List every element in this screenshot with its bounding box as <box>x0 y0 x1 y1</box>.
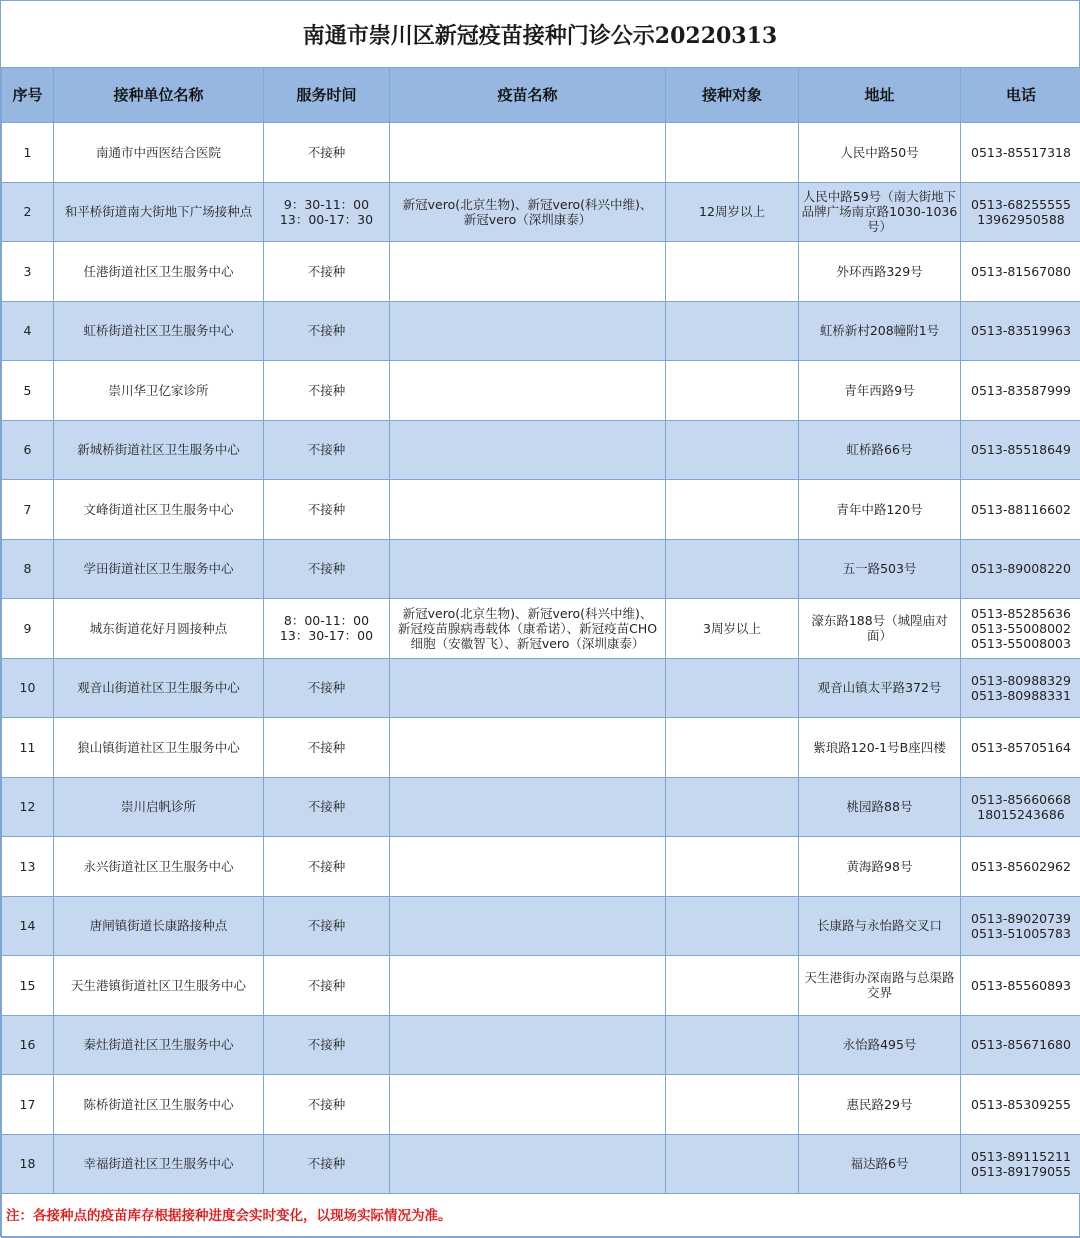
cell-phone <box>961 837 1080 897</box>
cell-address <box>799 599 961 659</box>
cell-address-line: 永怡路495号 <box>801 1037 958 1052</box>
cell-vaccine <box>390 718 666 778</box>
cell-time-line: 不接种 <box>266 1097 387 1112</box>
cell-phone <box>961 956 1080 1016</box>
cell-phone-line: 0513-85517318 <box>963 145 1079 160</box>
cell-phone <box>961 1134 1080 1194</box>
cell-vaccine <box>390 896 666 956</box>
cell-target <box>666 301 799 361</box>
cell-phone-line: 0513-81567080 <box>963 264 1079 279</box>
cell-address <box>799 777 961 837</box>
cell-vaccine <box>390 837 666 897</box>
cell-phone-line: 0513-85518649 <box>963 442 1079 457</box>
header-phone: 电话 <box>961 68 1080 123</box>
cell-address <box>799 242 961 302</box>
cell-target <box>666 242 799 302</box>
cell-phone-line: 0513-51005783 <box>963 926 1079 941</box>
cell-phone-line: 0513-80988329 <box>963 673 1079 688</box>
cell-vaccine <box>390 539 666 599</box>
cell-time-line: 不接种 <box>266 502 387 517</box>
cell-phone-line: 0513-88116602 <box>963 502 1079 517</box>
cell-time <box>264 182 390 242</box>
cell-time-line: 不接种 <box>266 561 387 576</box>
cell-no: 16 <box>2 1015 54 1075</box>
table-row <box>2 1134 1080 1194</box>
header-unit: 接种单位名称 <box>54 68 264 123</box>
cell-time-line: 13：30-17：00 <box>266 628 387 643</box>
cell-phone <box>961 301 1080 361</box>
table-row <box>2 658 1080 718</box>
cell-phone <box>961 1015 1080 1075</box>
table-row <box>2 301 1080 361</box>
cell-address-line: 福达路6号 <box>801 1156 958 1171</box>
cell-time-line: 不接种 <box>266 323 387 338</box>
table-row <box>2 599 1080 659</box>
cell-time-line: 不接种 <box>266 680 387 695</box>
cell-phone-line: 0513-89115211 <box>963 1149 1079 1164</box>
cell-time-line: 不接种 <box>266 799 387 814</box>
cell-time-line: 不接种 <box>266 859 387 874</box>
cell-vaccine <box>390 420 666 480</box>
cell-target <box>666 361 799 421</box>
cell-phone-line: 0513-83519963 <box>963 323 1079 338</box>
cell-phone <box>961 777 1080 837</box>
cell-address-line: 人民中路59号（南大街地下 <box>801 189 958 204</box>
cell-vaccine <box>390 301 666 361</box>
cell-unit: 秦灶街道社区卫生服务中心 <box>54 1015 264 1075</box>
cell-time-line: 8：00-11：00 <box>266 613 387 628</box>
cell-address-line: 外环西路329号 <box>801 264 958 279</box>
cell-no: 17 <box>2 1075 54 1135</box>
cell-unit: 文峰街道社区卫生服务中心 <box>54 480 264 540</box>
cell-time <box>264 480 390 540</box>
cell-address-line: 面） <box>801 628 958 643</box>
cell-target <box>666 480 799 540</box>
cell-vaccine <box>390 777 666 837</box>
cell-time <box>264 718 390 778</box>
footnote: 注：各接种点的疫苗库存根据接种进度会实时变化，以现场实际情况为准。 <box>1 1194 1080 1238</box>
cell-unit: 天生港镇街道社区卫生服务中心 <box>54 956 264 1016</box>
cell-unit: 观音山街道社区卫生服务中心 <box>54 658 264 718</box>
cell-address <box>799 420 961 480</box>
cell-phone-line: 18015243686 <box>963 807 1079 822</box>
cell-unit: 和平桥街道南大街地下广场接种点 <box>54 182 264 242</box>
cell-vaccine <box>390 480 666 540</box>
cell-address <box>799 837 961 897</box>
cell-address-line: 交界 <box>801 985 958 1000</box>
cell-address-line: 濠东路188号（城隍庙对 <box>801 613 958 628</box>
cell-time-line: 13：00-17：30 <box>266 212 387 227</box>
table-row <box>2 777 1080 837</box>
header-vaccine: 疫苗名称 <box>390 68 666 123</box>
cell-phone-line: 0513-89008220 <box>963 561 1079 576</box>
page-title: 南通市崇川区新冠疫苗接种门诊公示20220313 <box>1 1 1079 67</box>
cell-phone-line: 0513-85285636 <box>963 606 1079 621</box>
cell-vaccine-line: 新冠vero(北京生物)、新冠vero(科兴中维)、 <box>392 606 663 621</box>
cell-address <box>799 1134 961 1194</box>
cell-phone <box>961 896 1080 956</box>
cell-address-line: 观音山镇太平路372号 <box>801 680 958 695</box>
cell-address-line: 号） <box>801 219 958 234</box>
cell-unit: 唐闸镇街道长康路接种点 <box>54 896 264 956</box>
cell-address <box>799 182 961 242</box>
cell-time <box>264 599 390 659</box>
table-row <box>2 123 1080 183</box>
cell-vaccine <box>390 599 666 659</box>
cell-vaccine-line: 新冠vero（深圳康泰） <box>392 212 663 227</box>
cell-time-line: 不接种 <box>266 1156 387 1171</box>
cell-phone-line: 0513-85602962 <box>963 859 1079 874</box>
cell-unit: 学田街道社区卫生服务中心 <box>54 539 264 599</box>
cell-phone-line: 0513-80988331 <box>963 688 1079 703</box>
cell-unit: 陈桥街道社区卫生服务中心 <box>54 1075 264 1135</box>
table-row <box>2 896 1080 956</box>
cell-no: 13 <box>2 837 54 897</box>
cell-no: 18 <box>2 1134 54 1194</box>
cell-unit: 城东街道花好月圆接种点 <box>54 599 264 659</box>
cell-unit: 任港街道社区卫生服务中心 <box>54 242 264 302</box>
table-row <box>2 182 1080 242</box>
cell-vaccine <box>390 1015 666 1075</box>
cell-no: 14 <box>2 896 54 956</box>
cell-no: 5 <box>2 361 54 421</box>
cell-target <box>666 777 799 837</box>
cell-target <box>666 896 799 956</box>
cell-time-line: 不接种 <box>266 383 387 398</box>
cell-phone-line: 0513-85560893 <box>963 978 1079 993</box>
cell-no: 4 <box>2 301 54 361</box>
cell-no: 12 <box>2 777 54 837</box>
cell-unit: 幸福街道社区卫生服务中心 <box>54 1134 264 1194</box>
cell-phone-line: 0513-55008003 <box>963 636 1079 651</box>
cell-target: 12周岁以上 <box>666 182 799 242</box>
table-row <box>2 1015 1080 1075</box>
cell-time <box>264 896 390 956</box>
cell-target <box>666 837 799 897</box>
cell-phone <box>961 658 1080 718</box>
cell-vaccine-line: 新冠疫苗腺病毒载体（康希诺）、新冠疫苗CHO <box>392 621 663 636</box>
cell-time-line: 不接种 <box>266 1037 387 1052</box>
cell-address <box>799 896 961 956</box>
cell-time <box>264 1134 390 1194</box>
cell-address-line: 天生港街办深南路与总渠路 <box>801 970 958 985</box>
table-row <box>2 480 1080 540</box>
cell-phone-line: 0513-83587999 <box>963 383 1079 398</box>
cell-vaccine <box>390 361 666 421</box>
table-row <box>2 956 1080 1016</box>
cell-unit: 新城桥街道社区卫生服务中心 <box>54 420 264 480</box>
cell-no: 6 <box>2 420 54 480</box>
cell-no: 9 <box>2 599 54 659</box>
cell-target <box>666 718 799 778</box>
cell-target <box>666 1015 799 1075</box>
cell-address-line: 青年中路120号 <box>801 502 958 517</box>
cell-phone <box>961 718 1080 778</box>
table-body <box>2 123 1080 1194</box>
cell-phone <box>961 182 1080 242</box>
cell-phone <box>961 123 1080 183</box>
cell-phone <box>961 242 1080 302</box>
cell-address-line: 品牌广场南京路1030-1036 <box>801 204 958 219</box>
cell-vaccine <box>390 658 666 718</box>
cell-time <box>264 301 390 361</box>
table-row <box>2 837 1080 897</box>
cell-phone <box>961 599 1080 659</box>
cell-address <box>799 658 961 718</box>
cell-address-line: 五一路503号 <box>801 561 958 576</box>
cell-phone-line: 0513-55008002 <box>963 621 1079 636</box>
cell-phone <box>961 361 1080 421</box>
table-row <box>2 242 1080 302</box>
cell-phone <box>961 480 1080 540</box>
cell-address-line: 桃园路88号 <box>801 799 958 814</box>
cell-time <box>264 123 390 183</box>
cell-phone-line: 0513-85671680 <box>963 1037 1079 1052</box>
cell-target <box>666 1075 799 1135</box>
cell-time-line: 不接种 <box>266 264 387 279</box>
table-row <box>2 1075 1080 1135</box>
cell-time-line: 不接种 <box>266 740 387 755</box>
cell-phone-line: 0513-68255555 <box>963 197 1079 212</box>
vaccination-clinic-table <box>1 67 1080 1194</box>
cell-address <box>799 1075 961 1135</box>
cell-unit: 崇川华卫亿家诊所 <box>54 361 264 421</box>
cell-no: 8 <box>2 539 54 599</box>
cell-target: 3周岁以上 <box>666 599 799 659</box>
cell-time <box>264 837 390 897</box>
cell-vaccine-line: 新冠vero(北京生物)、新冠vero(科兴中维)、 <box>392 197 663 212</box>
cell-address <box>799 361 961 421</box>
cell-vaccine <box>390 1134 666 1194</box>
cell-address-line: 人民中路50号 <box>801 145 958 160</box>
cell-phone <box>961 539 1080 599</box>
table-row <box>2 361 1080 421</box>
cell-time <box>264 956 390 1016</box>
cell-unit: 狼山镇街道社区卫生服务中心 <box>54 718 264 778</box>
cell-vaccine <box>390 242 666 302</box>
cell-address <box>799 301 961 361</box>
cell-time <box>264 539 390 599</box>
cell-time-line: 不接种 <box>266 145 387 160</box>
cell-no: 15 <box>2 956 54 1016</box>
cell-vaccine-line: 细胞（安徽智飞）、新冠vero（深圳康泰） <box>392 636 663 651</box>
cell-address-line: 青年西路9号 <box>801 383 958 398</box>
cell-vaccine <box>390 123 666 183</box>
cell-unit: 永兴街道社区卫生服务中心 <box>54 837 264 897</box>
cell-address <box>799 123 961 183</box>
cell-address-line: 惠民路29号 <box>801 1097 958 1112</box>
cell-vaccine <box>390 182 666 242</box>
cell-target <box>666 1134 799 1194</box>
table-header-row <box>2 68 1080 123</box>
cell-vaccine <box>390 956 666 1016</box>
cell-time <box>264 420 390 480</box>
cell-phone <box>961 420 1080 480</box>
cell-time <box>264 1015 390 1075</box>
cell-time-line: 不接种 <box>266 918 387 933</box>
cell-time <box>264 1075 390 1135</box>
cell-no: 1 <box>2 123 54 183</box>
cell-target <box>666 658 799 718</box>
cell-address <box>799 539 961 599</box>
cell-time-line: 不接种 <box>266 978 387 993</box>
cell-target <box>666 123 799 183</box>
cell-target <box>666 420 799 480</box>
cell-phone <box>961 1075 1080 1135</box>
cell-phone-line: 0513-85309255 <box>963 1097 1079 1112</box>
header-target: 接种对象 <box>666 68 799 123</box>
table-row <box>2 718 1080 778</box>
cell-address-line: 黄海路98号 <box>801 859 958 874</box>
cell-time-line: 9：30-11：00 <box>266 197 387 212</box>
cell-target <box>666 956 799 1016</box>
cell-address <box>799 956 961 1016</box>
header-time: 服务时间 <box>264 68 390 123</box>
header-address: 地址 <box>799 68 961 123</box>
cell-phone-line: 0513-89179055 <box>963 1164 1079 1179</box>
cell-time <box>264 242 390 302</box>
cell-target <box>666 539 799 599</box>
cell-address <box>799 1015 961 1075</box>
cell-address-line: 紫琅路120-1号B座四楼 <box>801 740 958 755</box>
cell-phone-line: 0513-85660668 <box>963 792 1079 807</box>
cell-address-line: 长康路与永怡路交叉口 <box>801 918 958 933</box>
cell-address-line: 虹桥路66号 <box>801 442 958 457</box>
cell-time <box>264 361 390 421</box>
cell-no: 3 <box>2 242 54 302</box>
cell-time <box>264 658 390 718</box>
cell-address-line: 虹桥新村208幢附1号 <box>801 323 958 338</box>
cell-address <box>799 718 961 778</box>
header-no: 序号 <box>2 68 54 123</box>
cell-phone-line: 13962950588 <box>963 212 1079 227</box>
cell-time-line: 不接种 <box>266 442 387 457</box>
cell-time <box>264 777 390 837</box>
cell-unit: 虹桥街道社区卫生服务中心 <box>54 301 264 361</box>
cell-no: 2 <box>2 182 54 242</box>
table-row <box>2 420 1080 480</box>
cell-phone-line: 0513-85705164 <box>963 740 1079 755</box>
cell-address <box>799 480 961 540</box>
cell-unit: 南通市中西医结合医院 <box>54 123 264 183</box>
cell-unit: 崇川启帆诊所 <box>54 777 264 837</box>
cell-no: 7 <box>2 480 54 540</box>
cell-no: 11 <box>2 718 54 778</box>
cell-no: 10 <box>2 658 54 718</box>
cell-vaccine <box>390 1075 666 1135</box>
table-row <box>2 539 1080 599</box>
cell-phone-line: 0513-89020739 <box>963 911 1079 926</box>
